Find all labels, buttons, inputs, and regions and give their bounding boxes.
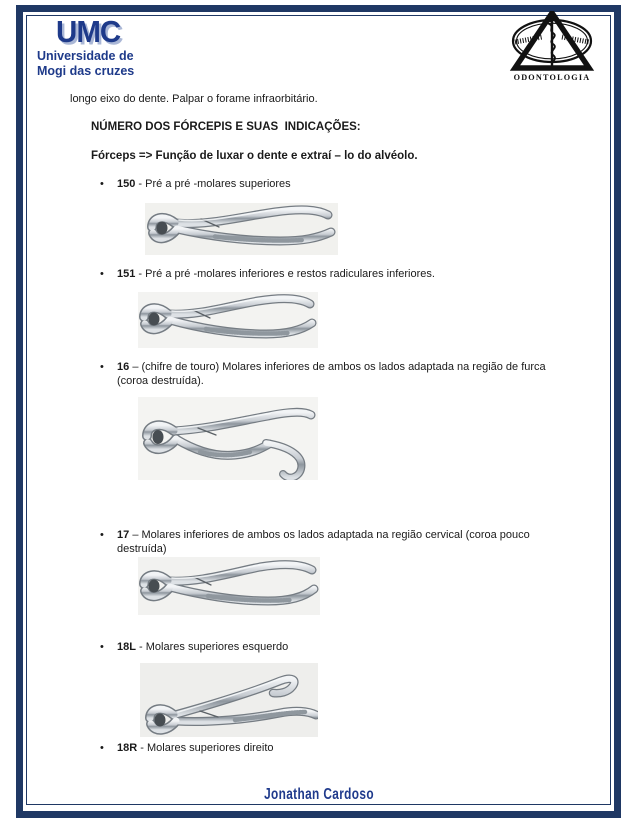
item-description: (chifre de touro) Molares inferiores de ambos os lados adaptada na região de furca (coroa destruída). <box>117 361 546 387</box>
section-title: NÚMERO DOS FÓRCEPIS E SUAS INDICAÇÕES: <box>91 121 361 133</box>
bullet-item-151 <box>100 267 549 281</box>
item-description: Pré a pré -molares superiores <box>145 178 291 190</box>
bullet-item-150 <box>100 177 549 191</box>
bullet-item-18R <box>100 741 549 755</box>
forceps-photo-151 <box>138 292 318 348</box>
university-name <box>37 49 134 78</box>
item-number: 18R <box>117 742 138 754</box>
item-number: 150 <box>117 178 136 190</box>
footer-author: Jonathan Cardoso <box>264 786 374 803</box>
bullet-icon: • <box>100 529 104 541</box>
item-separator: - <box>138 268 143 280</box>
forceps-17-illustration <box>138 557 320 615</box>
university-name-line1: Universidade de <box>37 49 134 63</box>
item-description: Pré a pré -molares inferiores e restos radiculares inferiores. <box>145 268 435 280</box>
item-number: 151 <box>117 268 136 280</box>
forceps-150-illustration <box>145 203 338 255</box>
university-name-line2: Mogi das cruzes <box>37 63 135 78</box>
bullet-icon: • <box>100 361 104 373</box>
item-description: Molares superiores direito <box>146 742 274 754</box>
bullet-icon: • <box>100 178 104 190</box>
forceps-16-illustration <box>138 397 318 480</box>
item-separator: - <box>138 178 143 190</box>
bullet-icon: • <box>100 742 104 754</box>
bullet-item-16 <box>100 360 549 388</box>
umc-logo: UMC <box>56 14 121 49</box>
forceps-151-illustration <box>138 292 318 348</box>
page-border-inner <box>26 15 611 805</box>
bullet-item-17 <box>100 528 549 556</box>
forceps-photo-17 <box>138 557 320 615</box>
bullet-icon: • <box>100 641 104 653</box>
bullet-item-18L <box>100 640 549 654</box>
odontologia-emblem <box>504 11 600 88</box>
item-number: 16 <box>117 361 130 373</box>
item-separator: - <box>140 742 144 754</box>
forceps-18L-illustration <box>140 663 318 737</box>
item-separator: – <box>132 361 139 373</box>
intro-paragraph: longo eixo do dente. Palpar o forame infraorbitário. <box>70 93 318 105</box>
emblem-odontologia-label: ODONTOLOGIA <box>513 73 591 82</box>
forceps-photo-18L <box>140 663 318 737</box>
item-number: 18L <box>117 641 136 653</box>
item-description: Molares superiores esquerdo <box>145 641 289 653</box>
forceps-photo-16 <box>138 397 318 480</box>
odontologia-emblem-icon <box>504 11 600 83</box>
forceps-photo-150 <box>145 203 338 255</box>
bullet-icon: • <box>100 268 104 280</box>
item-separator: – <box>132 529 139 541</box>
item-separator: - <box>139 641 143 653</box>
forceps-function-line: Fórceps => Função de luxar o dente e extraí – lo do alvéolo. <box>91 150 418 162</box>
item-number: 17 <box>117 529 130 541</box>
item-description: Molares inferiores de ambos os lados adaptada na região cervical (coroa pouco destruída) <box>117 529 530 555</box>
